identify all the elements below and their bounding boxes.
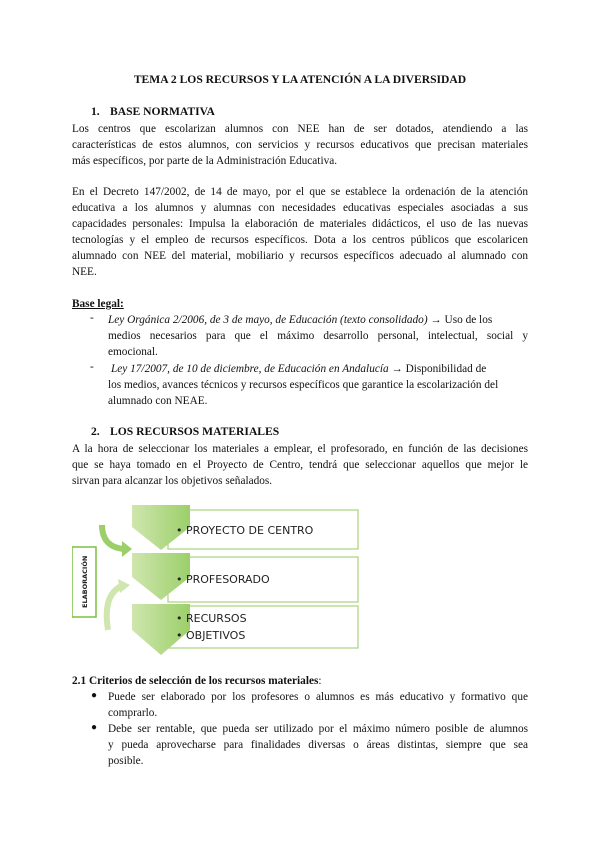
bullet-icon: ● (91, 690, 98, 701)
law-first-line (108, 312, 528, 328)
s1-para2-line: alumnado con NEE del material, mobiliario y recursos específicos adecuado al alumnado con (72, 250, 528, 262)
step-label: • PROYECTO DE CENTRO (176, 524, 314, 537)
section1-number: 1. (91, 105, 100, 118)
side-label: ELABORACIÓN (81, 555, 89, 608)
law-line: emocional. (108, 346, 158, 358)
subsection-heading: 2.1 Criterios de selección de los recursos materiales (72, 675, 319, 687)
s1-para1-line: más específicos, por parte de la Administración Educativa. (72, 155, 338, 167)
section2-heading: LOS RECURSOS MATERIALES (110, 425, 280, 438)
step-label: • OBJETIVOS (176, 629, 246, 642)
bullet-line: Debe ser rentable, que pueda ser utilizado por el máximo número posible de alumnos (108, 723, 528, 735)
law-line: alumnado con NEAE. (108, 395, 208, 407)
law-dash: - (90, 312, 94, 324)
subsection-colon: : (318, 675, 322, 687)
s1-para1-line: Los centros que escolarizan alumnos con NEE han de ser dotados, atendiendo a las (72, 123, 528, 135)
section1-heading: BASE NORMATIVA (110, 105, 215, 118)
s1-para2-line: tecnologías y el empleo de recursos específicos. Dota a los centros públicos que escolaricen (72, 234, 528, 246)
arrow-head-icon (118, 579, 130, 593)
arrow-head-icon (122, 541, 132, 557)
step-label: • RECURSOS (176, 612, 247, 625)
bullet-icon: ● (91, 722, 98, 733)
base-legal-label: Base legal: (72, 298, 124, 310)
law-line: los medios, avances técnicos y recursos específicos que garantice la escolarización del (108, 379, 499, 391)
s1-para2-line: capacidades personales: Impulsa la elaboración de materiales didácticos, el uso de las nuevas (72, 218, 528, 230)
s2-para-line: sirvan para alcanzar los objetivos señalados. (72, 475, 273, 487)
law-title: Ley Orgánica 2/2006, de 3 de mayo, de Educación (texto consolidado) (108, 314, 428, 326)
section2-number: 2. (91, 425, 100, 438)
s1-para1-line: características de estos alumnos, con servicios y recursos educativos que precisan materiales (72, 139, 528, 151)
law-dash: - (90, 361, 94, 373)
page-title: TEMA 2 LOS RECURSOS Y LA ATENCIÓN A LA DIVERSIDAD (133, 73, 467, 86)
bullet-line: y pueda aprovecharse para finalidades diversas o áreas distintas, siempre que sea (108, 739, 528, 751)
law-desc: → Disponibilidad de (388, 363, 487, 375)
law-title: Ley 17/2007, de 10 de diciembre, de Educación en Andalucía (111, 363, 389, 375)
arrow-down-icon (102, 525, 124, 549)
law-line: medios necesarios para que el máximo desarrollo personal, intelectual, social y (108, 330, 528, 342)
process-diagram (72, 505, 368, 662)
s2-para-line: A la hora de seleccionar los materiales a emplear, el profesorado, en función de las decisiones (72, 443, 528, 455)
bullet-line: posible. (108, 755, 144, 767)
bullet-line: comprarlo. (108, 707, 158, 719)
s1-para2-line: NEE. (72, 266, 97, 278)
subsection-heading-line (72, 673, 322, 689)
bullet-line: Puede ser elaborado por los profesores o alumnos es más educativo y formativo que (108, 691, 528, 703)
step-label: • PROFESORADO (176, 573, 270, 586)
s1-para2-line: En el Decreto 147/2002, de 14 de mayo, por el que se establece la ordenación de la atención (72, 186, 528, 198)
s2-para-line: que se haya tomado en el Proyecto de Centro, tendrá que seleccionar aquellos que mejor le (72, 459, 528, 471)
law-first-line (111, 361, 486, 377)
s1-para2-line: educativa a los alumnos y alumnas con necesidades educativas especiales asociadas a sus (72, 202, 528, 214)
law-desc: → Uso de los (427, 314, 493, 326)
